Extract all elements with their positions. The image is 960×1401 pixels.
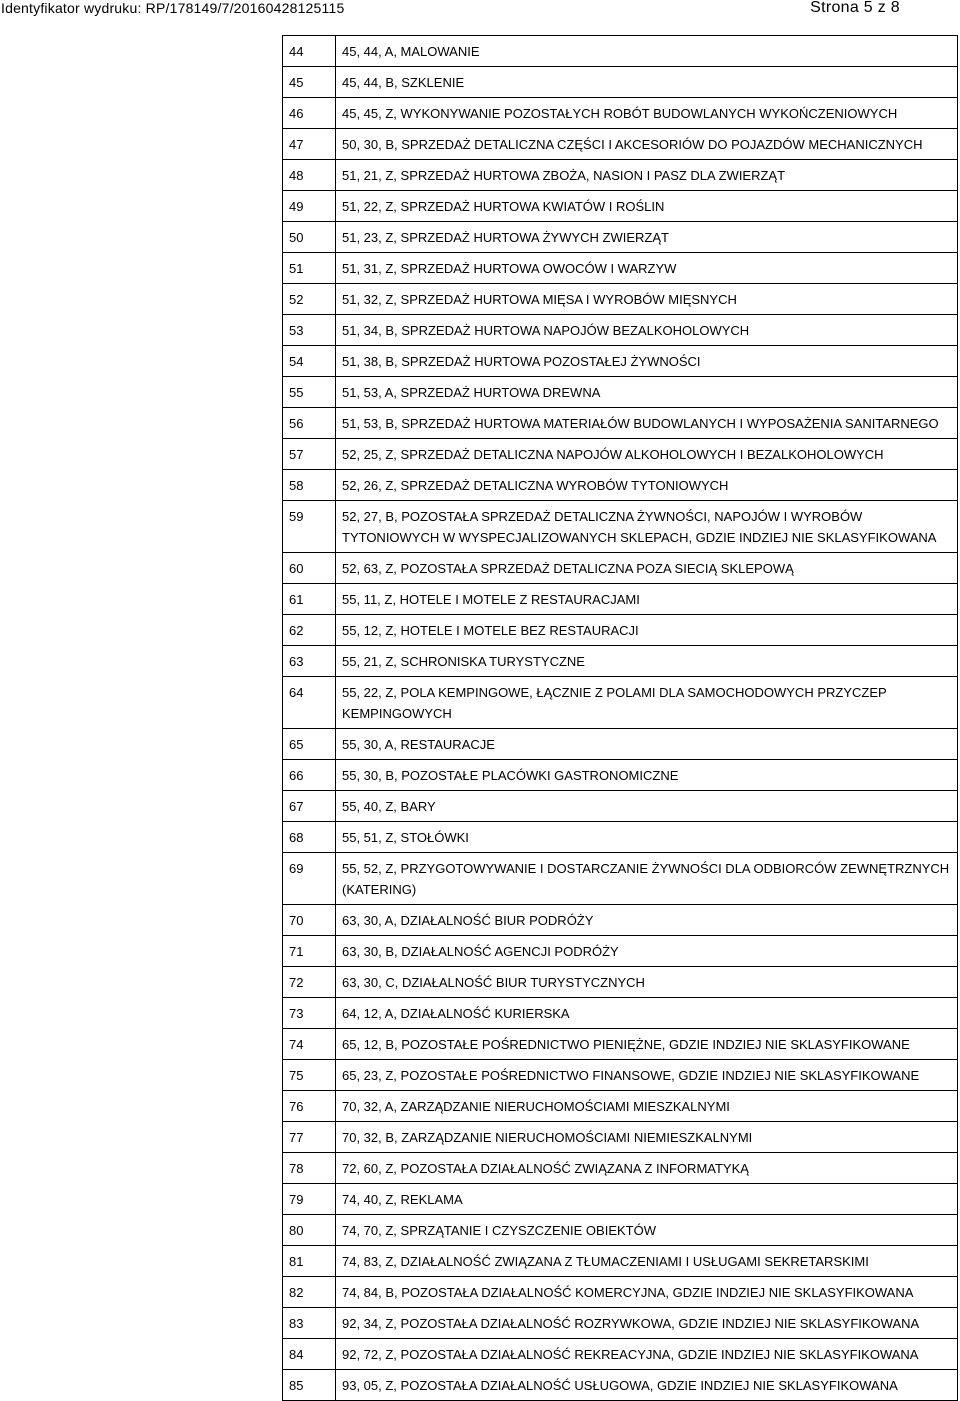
table-row [283,408,958,439]
activity-description: 72, 60, Z, POZOSTAŁA DZIAŁALNOŚĆ ZWIĄZANA Z INFORMATYKĄ [336,1153,958,1184]
table-row [283,67,958,98]
table-row [283,1339,958,1370]
table-body [283,36,958,1401]
row-number: 51 [283,253,336,284]
table-row [283,791,958,822]
row-number: 83 [283,1308,336,1339]
table-row [283,501,958,553]
row-number: 58 [283,470,336,501]
activity-description: 55, 22, Z, POLA KEMPINGOWE, ŁĄCZNIE Z POLAMI DLA SAMOCHODOWYCH PRZYCZEP KEMPINGOWYCH [336,677,958,729]
activity-description: 55, 21, Z, SCHRONISKA TURYSTYCZNE [336,646,958,677]
table-row [283,191,958,222]
activity-description: 45, 44, B, SZKLENIE [336,67,958,98]
table-row [283,553,958,584]
activity-codes-table [282,35,958,1401]
table-row [283,822,958,853]
activity-description: 63, 30, C, DZIAŁALNOŚĆ BIUR TURYSTYCZNYCH [336,967,958,998]
activity-description: 50, 30, B, SPRZEDAŻ DETALICZNA CZĘŚCI I AKCESORIÓW DO POJAZDÓW MECHANICZNYCH [336,129,958,160]
activity-description: 55, 12, Z, HOTELE I MOTELE BEZ RESTAURACJI [336,615,958,646]
activity-description: 55, 30, B, POZOSTAŁE PLACÓWKI GASTRONOMICZNE [336,760,958,791]
row-number: 52 [283,284,336,315]
activity-description: 70, 32, B, ZARZĄDZANIE NIERUCHOMOŚCIAMI NIEMIESZKALNYMI [336,1122,958,1153]
table-row [283,129,958,160]
table-row [283,760,958,791]
table-row [283,1122,958,1153]
row-number: 56 [283,408,336,439]
activity-description: 52, 25, Z, SPRZEDAŻ DETALICZNA NAPOJÓW ALKOHOLOWYCH I BEZALKOHOLOWYCH [336,439,958,470]
activity-description: 51, 32, Z, SPRZEDAŻ HURTOWA MIĘSA I WYROBÓW MIĘSNYCH [336,284,958,315]
activity-description: 93, 05, Z, POZOSTAŁA DZIAŁALNOŚĆ USŁUGOWA, GDZIE INDZIEJ NIE SKLASYFIKOWANA [336,1370,958,1401]
activity-description: 55, 40, Z, BARY [336,791,958,822]
row-number: 54 [283,346,336,377]
activity-description: 45, 44, A, MALOWANIE [336,36,958,67]
table-row [283,1060,958,1091]
row-number: 78 [283,1153,336,1184]
row-number: 72 [283,967,336,998]
row-number: 67 [283,791,336,822]
row-number: 57 [283,439,336,470]
row-number: 63 [283,646,336,677]
row-number: 74 [283,1029,336,1060]
activity-description: 52, 26, Z, SPRZEDAŻ DETALICZNA WYROBÓW TYTONIOWYCH [336,470,958,501]
table-row [283,98,958,129]
activity-description: 51, 53, B, SPRZEDAŻ HURTOWA MATERIAŁÓW BUDOWLANYCH I WYPOSAŻENIA SANITARNEGO [336,408,958,439]
table-row [283,470,958,501]
table-row [283,584,958,615]
activity-description: 63, 30, B, DZIAŁALNOŚĆ AGENCJI PODRÓŻY [336,936,958,967]
row-number: 82 [283,1277,336,1308]
activity-description: 55, 51, Z, STOŁÓWKI [336,822,958,853]
table-row [283,253,958,284]
table-row [283,853,958,905]
table-row [283,1029,958,1060]
table-row [283,1215,958,1246]
activity-description: 74, 84, B, POZOSTAŁA DZIAŁALNOŚĆ KOMERCYJNA, GDZIE INDZIEJ NIE SKLASYFIKOWANA [336,1277,958,1308]
row-number: 45 [283,67,336,98]
row-number: 73 [283,998,336,1029]
table-row [283,905,958,936]
table-row [283,346,958,377]
activity-description: 51, 38, B, SPRZEDAŻ HURTOWA POZOSTAŁEJ ŻYWNOŚCI [336,346,958,377]
row-number: 48 [283,160,336,191]
table-row [283,1091,958,1122]
row-number: 44 [283,36,336,67]
row-number: 53 [283,315,336,346]
table-row [283,1370,958,1401]
activity-description: 70, 32, A, ZARZĄDZANIE NIERUCHOMOŚCIAMI MIESZKALNYMI [336,1091,958,1122]
table-row [283,1308,958,1339]
page-number: Strona 5 z 8 [810,0,900,16]
activity-description: 51, 23, Z, SPRZEDAŻ HURTOWA ŻYWYCH ZWIERZĄT [336,222,958,253]
table-row [283,222,958,253]
row-number: 65 [283,729,336,760]
activity-description: 65, 23, Z, POZOSTAŁE POŚREDNICTWO FINANSOWE, GDZIE INDZIEJ NIE SKLASYFIKOWANE [336,1060,958,1091]
row-number: 66 [283,760,336,791]
activity-description: 55, 11, Z, HOTELE I MOTELE Z RESTAURACJAMI [336,584,958,615]
row-number: 71 [283,936,336,967]
table-row [283,936,958,967]
activity-description: 55, 30, A, RESTAURACJE [336,729,958,760]
activity-description: 74, 70, Z, SPRZĄTANIE I CZYSZCZENIE OBIEKTÓW [336,1215,958,1246]
row-number: 70 [283,905,336,936]
activity-description: 65, 12, B, POZOSTAŁE POŚREDNICTWO PIENIĘŻNE, GDZIE INDZIEJ NIE SKLASYFIKOWANE [336,1029,958,1060]
table-row [283,36,958,67]
table-row [283,315,958,346]
activity-description: 52, 63, Z, POZOSTAŁA SPRZEDAŻ DETALICZNA POZA SIECIĄ SKLEPOWĄ [336,553,958,584]
activity-description: 45, 45, Z, WYKONYWANIE POZOSTAŁYCH ROBÓT BUDOWLANYCH WYKOŃCZENIOWYCH [336,98,958,129]
row-number: 79 [283,1184,336,1215]
row-number: 62 [283,615,336,646]
row-number: 59 [283,501,336,553]
table-row [283,1277,958,1308]
activity-description: 51, 21, Z, SPRZEDAŻ HURTOWA ZBOŻA, NASION I PASZ DLA ZWIERZĄT [336,160,958,191]
print-header [0,0,960,18]
row-number: 81 [283,1246,336,1277]
table-row [283,1184,958,1215]
row-number: 85 [283,1370,336,1401]
row-number: 60 [283,553,336,584]
row-number: 50 [283,222,336,253]
activity-description: 51, 53, A, SPRZEDAŻ HURTOWA DREWNA [336,377,958,408]
row-number: 47 [283,129,336,160]
activity-description: 63, 30, A, DZIAŁALNOŚĆ BIUR PODRÓŻY [336,905,958,936]
row-number: 49 [283,191,336,222]
row-number: 80 [283,1215,336,1246]
activity-description: 74, 40, Z, REKLAMA [336,1184,958,1215]
table-row [283,1246,958,1277]
row-number: 68 [283,822,336,853]
row-number: 69 [283,853,336,905]
activity-description: 92, 34, Z, POZOSTAŁA DZIAŁALNOŚĆ ROZRYWKOWA, GDZIE INDZIEJ NIE SKLASYFIKOWANA [336,1308,958,1339]
row-number: 55 [283,377,336,408]
row-number: 84 [283,1339,336,1370]
activity-description: 51, 31, Z, SPRZEDAŻ HURTOWA OWOCÓW I WARZYW [336,253,958,284]
activity-description: 52, 27, B, POZOSTAŁA SPRZEDAŻ DETALICZNA ŻYWNOŚCI, NAPOJÓW I WYROBÓW TYTONIOWYCH W WYSPECJALIZOWANYCH SKLEPACH, GDZIE INDZIEJ NIE SKLASYFIKOWANA [336,501,958,553]
table-row [283,729,958,760]
row-number: 64 [283,677,336,729]
print-identifier: Identyfikator wydruku: RP/178149/7/20160428125115 [1,0,345,16]
table-row [283,160,958,191]
table-row [283,1153,958,1184]
table-row [283,967,958,998]
row-number: 75 [283,1060,336,1091]
activity-description: 51, 34, B, SPRZEDAŻ HURTOWA NAPOJÓW BEZALKOHOLOWYCH [336,315,958,346]
activity-description: 64, 12, A, DZIAŁALNOŚĆ KURIERSKA [336,998,958,1029]
table-row [283,284,958,315]
row-number: 46 [283,98,336,129]
table-row [283,615,958,646]
activity-description: 92, 72, Z, POZOSTAŁA DZIAŁALNOŚĆ REKREACYJNA, GDZIE INDZIEJ NIE SKLASYFIKOWANA [336,1339,958,1370]
activity-description: 51, 22, Z, SPRZEDAŻ HURTOWA KWIATÓW I ROŚLIN [336,191,958,222]
row-number: 76 [283,1091,336,1122]
table-row [283,377,958,408]
row-number: 77 [283,1122,336,1153]
table-row [283,998,958,1029]
table-row [283,646,958,677]
row-number: 61 [283,584,336,615]
table-row [283,677,958,729]
table-row [283,439,958,470]
activity-description: 74, 83, Z, DZIAŁALNOŚĆ ZWIĄZANA Z TŁUMACZENIAMI I USŁUGAMI SEKRETARSKIMI [336,1246,958,1277]
activity-description: 55, 52, Z, PRZYGOTOWYWANIE I DOSTARCZANIE ŻYWNOŚCI DLA ODBIORCÓW ZEWNĘTRZNYCH (KATERING) [336,853,958,905]
